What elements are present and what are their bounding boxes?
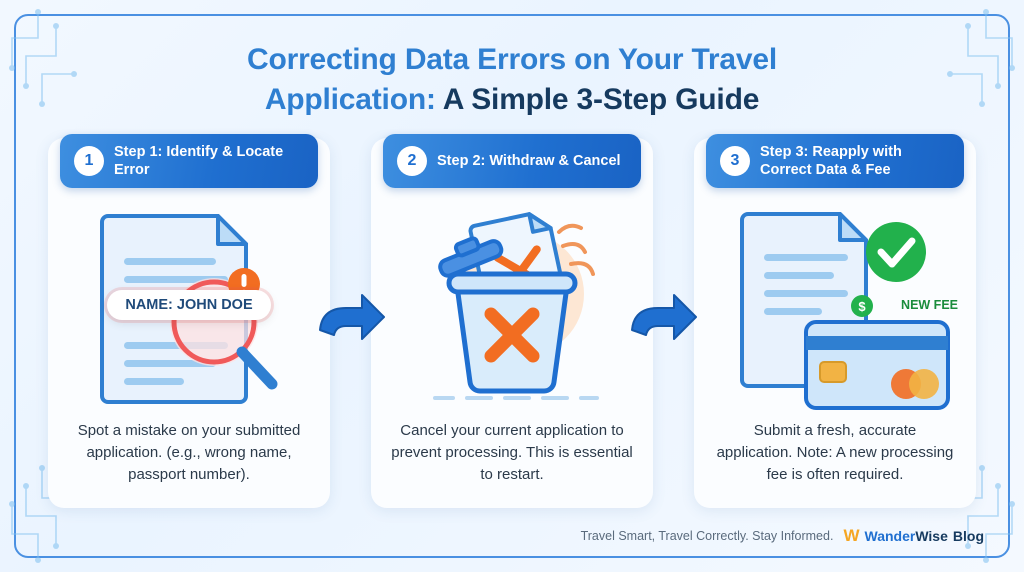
step-illustration-2: [371, 198, 653, 416]
title-line-2-blue: Application:: [264, 82, 436, 116]
brand-suffix: Blog: [952, 528, 984, 544]
step-card-3: [694, 138, 976, 508]
step-card-2: [371, 138, 653, 508]
step-body-2: Cancel your current application to prevent processing. This is essential to restart.: [391, 422, 633, 483]
brand-name-first: Wander: [864, 528, 916, 544]
step-title-1: Step 1: Identify & Locate Error: [114, 143, 284, 178]
new-fee-badge: [851, 295, 873, 317]
step-number-badge-1: 1: [74, 146, 104, 176]
callout-name-text: NAME: JOHN DOE: [107, 290, 270, 320]
svg-text:$: $: [858, 299, 866, 314]
error-callout-1: [62, 290, 316, 320]
step-body-3: Submit a fresh, accurate application. Note: A new processing fee is often required.: [716, 422, 954, 483]
footer: [581, 526, 984, 546]
footer-tagline: Travel Smart, Travel Correctly. Stay Informed.: [580, 529, 834, 543]
new-fee-label-wrap: [901, 296, 958, 314]
brand-logo: [843, 526, 984, 546]
new-fee-label: NEW FEE: [901, 298, 958, 312]
title-line-1: Correcting Data Errors on Your Travel: [247, 43, 777, 76]
brand-mark-icon: W: [843, 526, 860, 545]
arrow-step1-to-step2: [316, 290, 388, 346]
steps-container: [48, 138, 976, 508]
step-title-3: Step 3: Reapply with Correct Data & Fee: [760, 143, 902, 178]
step-header-3: [706, 134, 964, 188]
brand-name: [865, 528, 948, 544]
step-body-1: Spot a mistake on your submitted application. (e.g., wrong name, passport number).: [77, 422, 301, 483]
page-title: [0, 40, 1024, 119]
arrow-step2-to-step3: [628, 290, 700, 346]
step-header-2: [383, 134, 641, 188]
title-line-2: [90, 80, 934, 120]
step-card-1: [48, 138, 330, 508]
brand-name-second: Wise: [915, 528, 948, 544]
step-number-badge-2: 2: [397, 146, 427, 176]
step-header-1: [60, 134, 318, 188]
trash-bin-with-cancelled-document-icon: [387, 202, 637, 412]
step-title-2: Step 2: Withdraw & Cancel: [437, 152, 621, 169]
title-line-2-dark: A Simple 3-Step Guide: [442, 82, 760, 116]
step-number-badge-3: 3: [720, 146, 750, 176]
